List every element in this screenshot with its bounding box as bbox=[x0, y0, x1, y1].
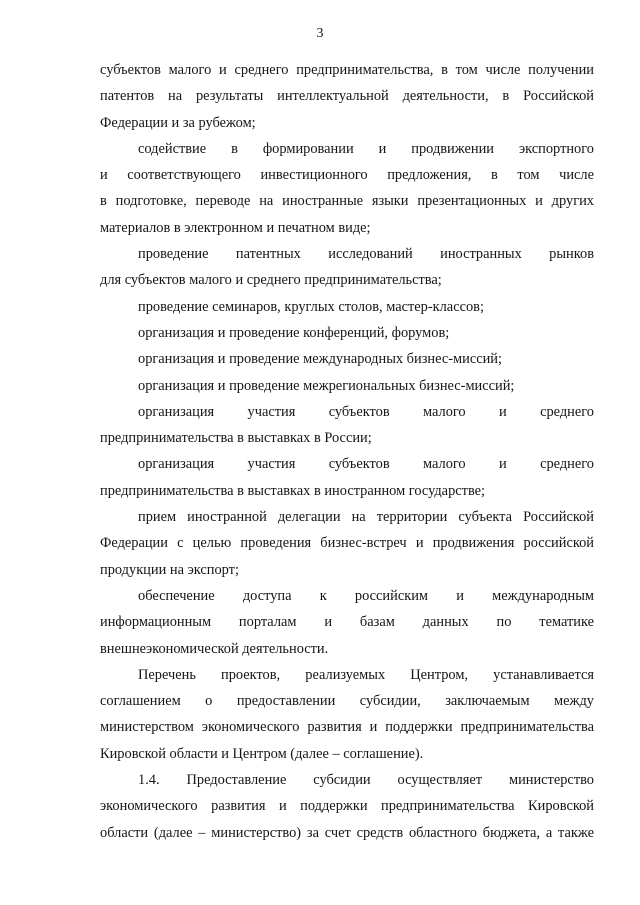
paragraph-seminars bbox=[100, 294, 594, 320]
text-line: области (далее – министерство) за счет средств областного бюджета, а также bbox=[100, 824, 594, 841]
text-line: Федерации и за рубежом; bbox=[100, 114, 256, 131]
text-line: предпринимательства в выставках в иностранном государстве; bbox=[100, 482, 486, 499]
text-line: внешнеэкономической деятельности. bbox=[100, 640, 329, 657]
text-line: субъектов малого и среднего предпринимательства, в том числе получении bbox=[100, 62, 594, 78]
text-line: Перечень проектов, реализуемых Центром, устанавливается bbox=[138, 666, 594, 683]
text-line: проведение патентных исследований иностранных рынков bbox=[138, 246, 594, 263]
text-line: предпринимательства в выставках в России; bbox=[100, 430, 372, 447]
text-line: Кировской области и Центром (далее – соглашение). bbox=[100, 745, 424, 762]
text-line: и соответствующего инвестиционного предложения, в том числе bbox=[100, 167, 594, 184]
text-line: прием иностранной делегации на территории субъекта Российской bbox=[138, 509, 594, 526]
text-line: экономического развития и поддержки предпринимательства Кировской bbox=[100, 798, 594, 815]
text-line: организация участия субъектов малого и среднего bbox=[138, 456, 594, 473]
paragraph-portal-access bbox=[100, 583, 594, 662]
paragraph-project-list bbox=[100, 662, 594, 767]
text-line: проведение семинаров, круглых столов, мастер-классов; bbox=[138, 298, 484, 315]
text-line: для субъектов малого и среднего предпринимательства; bbox=[100, 272, 442, 289]
page-number: 3 bbox=[316, 26, 324, 41]
text-line: организация и проведение конференций, форумов; bbox=[138, 324, 450, 341]
paragraph-exhibitions-russia bbox=[100, 399, 594, 452]
paragraph-section-1-4 bbox=[100, 767, 594, 846]
text-line: министерством экономического развития и поддержки предпринимательства bbox=[100, 719, 594, 736]
text-line: обеспечение доступа к российским и международным bbox=[138, 587, 594, 604]
paragraph-patent-research bbox=[100, 241, 594, 294]
text-line: организация участия субъектов малого и среднего bbox=[138, 403, 594, 420]
paragraph-exhibitions-abroad bbox=[100, 451, 594, 504]
paragraph-conferences bbox=[100, 320, 594, 346]
text-line: продукции на экспорт; bbox=[100, 561, 239, 578]
text-line: Федерации с целью проведения бизнес-встреч и продвижения российской bbox=[100, 535, 594, 552]
paragraph-international-missions bbox=[100, 346, 594, 372]
text-line: в подготовке, переводе на иностранные языки презентационных и других bbox=[100, 193, 594, 210]
text-line: 1.4. Предоставление субсидии осуществляет министерство bbox=[138, 772, 594, 789]
text-line: патентов на результаты интеллектуальной деятельности, в Российской bbox=[100, 88, 594, 105]
text-line: материалов в электронном и печатном виде; bbox=[100, 219, 371, 236]
text-line: организация и проведение международных бизнес-миссий; bbox=[138, 351, 502, 368]
text-line: организация и проведение межрегиональных бизнес-миссий; bbox=[138, 377, 515, 394]
text-line: соглашением о предоставлении субсидии, заключаемым между bbox=[100, 693, 594, 710]
paragraph-interregional-missions bbox=[100, 373, 594, 399]
paragraph-continuation bbox=[100, 57, 594, 136]
paragraph-foreign-delegation bbox=[100, 504, 594, 583]
document-body bbox=[100, 57, 594, 846]
text-line: содействие в формировании и продвижении экспортного bbox=[138, 140, 594, 157]
text-line: информационным порталам и базам данных по тематике bbox=[100, 614, 594, 631]
paragraph-export-promotion bbox=[100, 136, 594, 241]
